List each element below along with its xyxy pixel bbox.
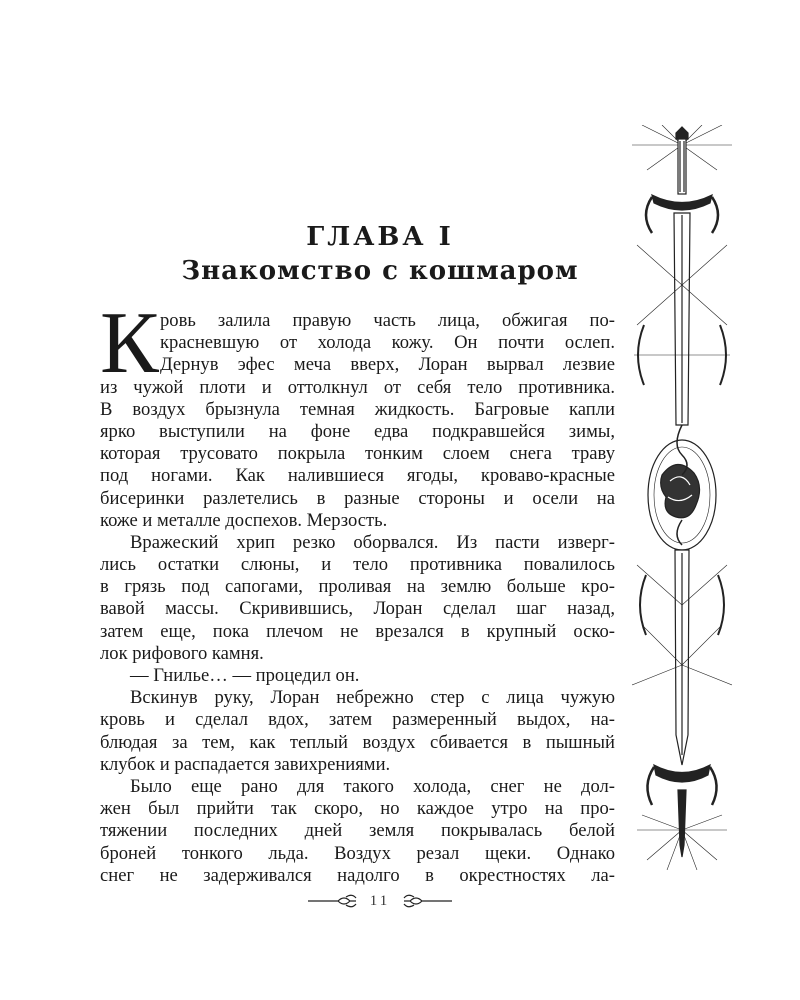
text-line: — Гнилье… — процедил он. bbox=[130, 665, 360, 686]
text-line: под ногами. Как налившиеся ягоды, кроваво-красные bbox=[100, 465, 615, 487]
text-line: бисеринки разлетелись в разные стороны и осели на bbox=[100, 487, 615, 509]
drop-cap: К bbox=[100, 295, 159, 392]
page-number: 11 bbox=[369, 892, 391, 909]
text-line: снег не задерживался надолго в окрестностях ла- bbox=[100, 864, 615, 886]
text-line: лись остатки слюны, и тело противника повалилось bbox=[100, 554, 615, 576]
text-line: броней тонкого льда. Воздух резал щеки. Однако bbox=[100, 842, 615, 864]
text-line: ярко выступили на фоне едва подкравшейся зимы, bbox=[100, 420, 615, 442]
text-line: Дернув эфес меча вверх, Лоран вырвал лезвие bbox=[160, 354, 615, 376]
text-line: ровь залила правую часть лица, обжигая по- bbox=[160, 310, 615, 331]
text-line: Вражеский хрип резко оборвался. Из пасти изверг- bbox=[130, 531, 615, 553]
text-line: Было еще рано для такого холода, снег не дол- bbox=[130, 775, 615, 797]
text-line: В воздух брызнула темная жидкость. Багровые капли bbox=[100, 398, 615, 420]
page-footer bbox=[290, 891, 470, 911]
text-line: затем еще, пока плечом не врезался в крупный оско- bbox=[100, 620, 615, 642]
text-line: вавой массы. Скривившись, Лоран сделал шаг назад, bbox=[100, 598, 615, 620]
text-line: в грязь под сапогами, проливая на землю больше кро- bbox=[100, 576, 615, 598]
text-line: жен был прийти так скоро, но каждое утро на про- bbox=[100, 798, 615, 820]
text-line: кровь и сделал вдох, затем размеренный выдох, на- bbox=[100, 709, 615, 731]
text-line: блюдая за тем, как теплый воздух сбивается в пышный bbox=[100, 731, 615, 753]
text-line: клубок и распадается завихрениями. bbox=[100, 753, 391, 775]
text-line: коже и металле доспехов. Мерзость. bbox=[100, 509, 388, 531]
flourish-right-icon bbox=[402, 894, 452, 908]
text-line: Вскинув руку, Лоран небрежно стер с лица чужую bbox=[130, 687, 615, 709]
text-line: лок рифового камня. bbox=[100, 642, 264, 664]
flourish-left-icon bbox=[308, 894, 358, 908]
text-line: которая трусовато покрыла тонким слоем снега траву bbox=[100, 443, 615, 465]
body-text bbox=[100, 310, 615, 887]
text-line: тяжении последних дней земля покрывалась белой bbox=[100, 820, 615, 842]
chapter-number: ГЛАВА I bbox=[306, 222, 454, 252]
text-line: красневшую от холода кожу. Он почти ослеп. bbox=[160, 332, 615, 354]
text-line: из чужой плоти и оттолкнул от себя тело противника. bbox=[100, 376, 615, 398]
chapter-title: Знакомство с кошмаром bbox=[181, 256, 579, 286]
sword-ornament-icon bbox=[632, 125, 732, 870]
